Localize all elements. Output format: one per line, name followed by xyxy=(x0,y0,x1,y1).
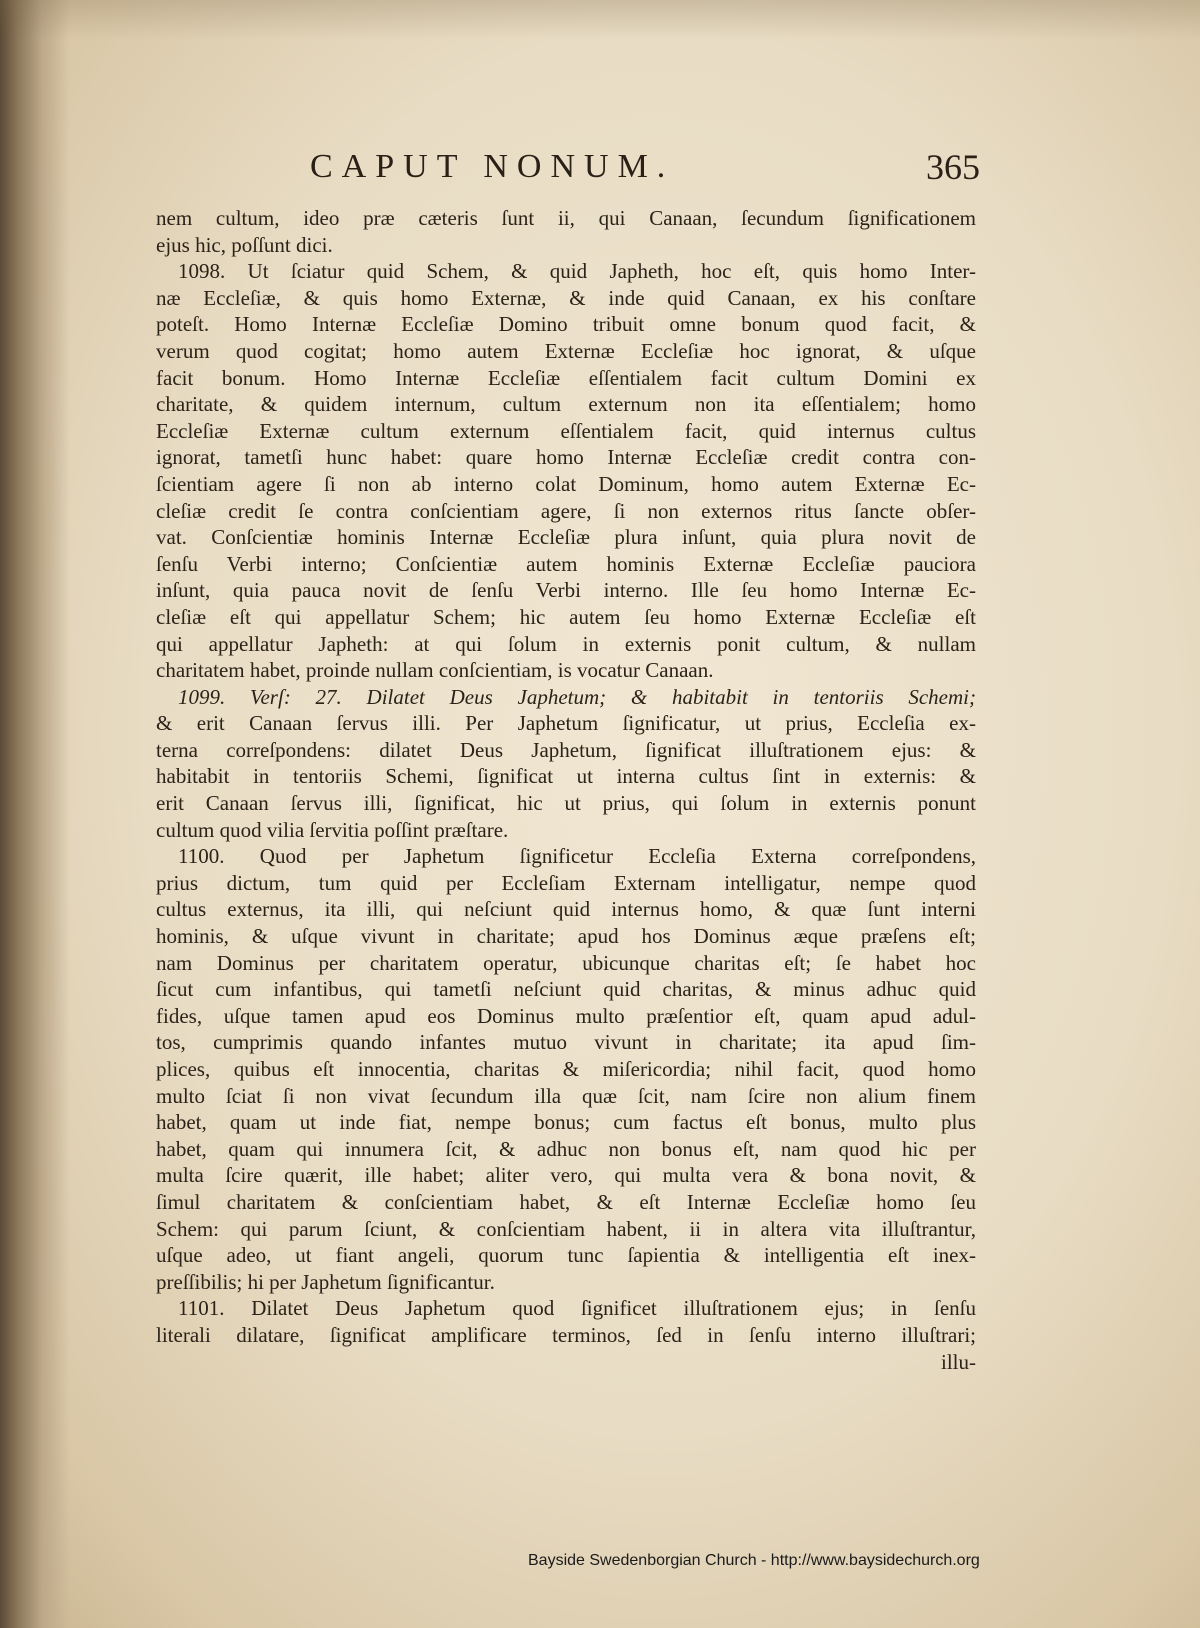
text-line: Eccleſiæ Externæ cultum externum eſſentialem facit, quid internus cultus xyxy=(156,418,976,443)
text-line: cleſiæ eſt qui appellatur Schem; hic autem ſeu homo Externæ Eccleſiæ eſt xyxy=(156,604,976,629)
text-line: cultus externus, ita illi, qui neſciunt quid internus homo, & quæ ſunt interni xyxy=(156,897,976,922)
text-line: prius dictum, tum quid per Eccleſiam Externam intelligatur, nempe quod xyxy=(156,870,976,895)
text-line: næ Eccleſiæ, & quis homo Externæ, & inde quid Canaan, ex his conſtare xyxy=(156,285,976,310)
text-line: habitabit in tentoriis Schemi, ſignificat ut interna cultus ſint in externis: & xyxy=(156,764,976,789)
text-line: cleſiæ credit ſe contra conſcientiam agere, ſi non externos ritus ſancte obſer- xyxy=(156,498,976,523)
text-line: ſenſu Verbi interno; Conſcientiæ autem hominis Externæ Eccleſiæ pauciora xyxy=(156,551,976,576)
text-line: vat. Conſcientiæ hominis Internæ Eccleſiæ plura inſunt, quia plura novit de xyxy=(156,525,976,550)
text-line: habet, quam ut inde fiat, nempe bonus; cum factus eſt bonus, multo plus xyxy=(156,1110,976,1135)
text-line: literali dilatare, ſignificat amplificare terminos, ſed in ſenſu interno illuſtrari; xyxy=(156,1322,976,1347)
text-line: nam Dominus per charitatem operatur, ubicunque charitas eſt; ſe habet hoc xyxy=(156,950,976,975)
text-line: Schem: qui parum ſciunt, & conſcientiam habent, ii in altera vita illuſtrantur, xyxy=(156,1216,976,1241)
text-line: plices, quibus eſt innocentia, charitas & miſericordia; nihil facit, quod homo xyxy=(156,1057,976,1081)
paragraph-1098-start: 1098. Ut ſciatur quid Schem, & quid Japheth, hoc eſt, quis homo Inter- xyxy=(178,259,976,284)
text-line: & erit Canaan ſervus illi. Per Japhetum ſignificatur, ut prius, Eccleſia ex- xyxy=(156,711,976,736)
text-line: facit bonum. Homo Internæ Eccleſiæ eſſentialem facit cultum Domini ex xyxy=(156,365,976,390)
text-line: hominis, & uſque vivunt in charitate; apud hos Dominus æque præſens eſt; xyxy=(156,924,976,949)
page-edge-stain xyxy=(0,0,1200,40)
text-line: ſicut cum infantibus, qui tametſi neſciunt quid charitas, & minus adhuc quid xyxy=(156,977,976,1002)
text-line: terna correſpondens: dilatet Deus Japhetum, ſignificat illuſtrationem ejus: & xyxy=(156,737,976,762)
text-line: nem cultum, ideo præ cæteris ſunt ii, qui Canaan, ſecundum ſignificationem xyxy=(156,206,976,230)
text-line: erit Canaan ſervus illi, ſignificat, hic ut prius, qui ſolum in externis ponunt xyxy=(156,791,976,816)
paragraph-1101-start: 1101. Dilatet Deus Japhetum quod ſignificet illuſtrationem ejus; in ſenſu xyxy=(178,1296,976,1321)
text-line: multa ſcire quærit, ille habet; aliter vero, qui multa vera & bona novit, & xyxy=(156,1163,976,1188)
text-line: inſunt, quia pauca novit de ſenſu Verbi interno. Ille ſeu homo Internæ Ec- xyxy=(156,578,976,603)
text-line: ſcientiam agere ſi non ab interno colat Dominum, homo autem Externæ Ec- xyxy=(156,471,976,496)
text-line: multo ſciat ſi non vivat ſecundum illa quæ ſcit, nam ſcire non alium finem xyxy=(156,1083,976,1108)
body-text xyxy=(156,205,976,1375)
page-header xyxy=(150,148,980,198)
text-line: ſimul charitatem & conſcientiam habet, & eſt Internæ Eccleſiæ homo ſeu xyxy=(156,1189,976,1214)
text-line: ignorat, tametſi hunc habet: quare homo Internæ Eccleſiæ credit contra con- xyxy=(156,445,976,470)
watermark-footer: Bayside Swedenborgian Church - http://www.baysidechurch.org xyxy=(528,1552,980,1569)
text-line: charitatem habet, proinde nullam conſcientiam, is vocatur Canaan. xyxy=(156,658,714,683)
text-line: cultum quod vilia ſervitia poſſint præſtare. xyxy=(156,817,509,842)
text-line: uſque adeo, ut fiant angeli, quorum tunc ſapientia & intelligentia eſt inex- xyxy=(156,1243,976,1268)
book-gutter-shadow xyxy=(0,0,70,1628)
paragraph-1100-start: 1100. Quod per Japhetum ſignificetur Eccleſia Externa correſpondens, xyxy=(178,844,976,869)
text-line: ejus hic, poſſunt dici. xyxy=(156,232,333,257)
text-line: charitate, & quidem internum, cultum externum non ita eſſentialem; homo xyxy=(156,392,976,417)
paragraph-1099-start: 1099. Verſ: 27. Dilatet Deus Japhetum; & habitabit in tentoriis Schemi; xyxy=(178,684,976,709)
text-line: fides, uſque tamen apud eos Dominus multo præſentior eſt, quam apud adul- xyxy=(156,1003,976,1028)
text-line: preſſibilis; hi per Japhetum ſignificantur. xyxy=(156,1269,495,1294)
page-number: 365 xyxy=(926,147,980,187)
text-line: verum quod cogitat; homo autem Externæ Eccleſiæ hoc ignorat, & uſque xyxy=(156,338,976,363)
text-line: poteſt. Homo Internæ Eccleſiæ Domino tribuit omne bonum quod facit, & xyxy=(156,312,976,337)
running-head: CAPUT NONUM. xyxy=(310,148,675,185)
text-line: habet, quam qui innumera ſcit, & adhuc non bonus eſt, nam quod hic per xyxy=(156,1136,976,1161)
text-line: qui appellatur Japheth: at qui ſolum in externis ponit cultum, & nullam xyxy=(156,631,976,656)
text-line: tos, cumprimis quando infantes mutuo vivunt in charitate; ita apud ſim- xyxy=(156,1030,976,1055)
catchword: illu- xyxy=(941,1349,976,1374)
